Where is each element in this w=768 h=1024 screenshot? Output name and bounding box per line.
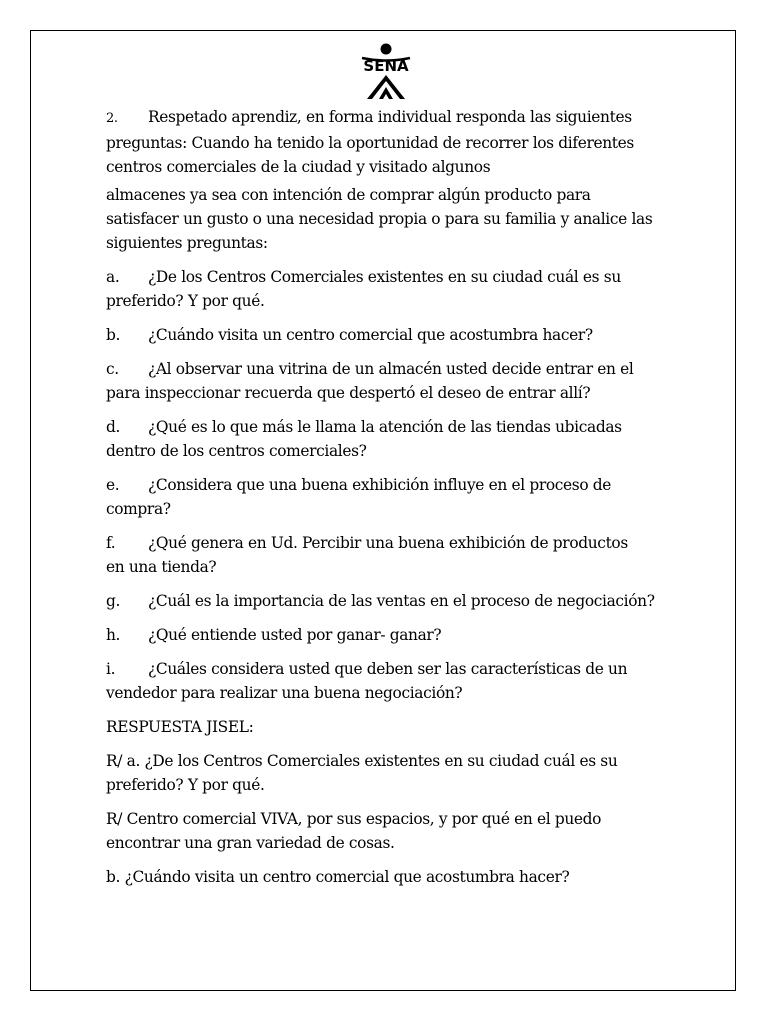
question-text-line-2: para inspeccionar recuerda que despertó el deseo de entrar allí? (106, 384, 591, 402)
question-number: 2. (106, 111, 118, 126)
question-item (106, 265, 676, 313)
question-text-line-2: en una tienda? (106, 558, 217, 576)
question-item (106, 473, 676, 521)
question-label: f. (106, 534, 116, 552)
question-text-line-1: ¿De los Centros Comerciales existentes en su ciudad cuál es su (148, 268, 621, 286)
intro-line-1: Respetado aprendiz, en forma individual responda las siguientes (148, 108, 632, 126)
question-text-line-1: ¿Qué genera en Ud. Percibir una buena exhibición de productos (148, 534, 628, 552)
question-item (106, 415, 676, 463)
question-text-line-1: ¿Considera que una buena exhibición influye en el proceso de (148, 476, 612, 494)
question-text-line-2: vendedor para realizar una buena negociación? (106, 684, 463, 702)
question-text-line-2: compra? (106, 500, 171, 518)
document-page (30, 30, 736, 991)
question-text-line-1: ¿Al observar una vitrina de un almacén usted decide entrar en el (148, 360, 634, 378)
question-label: h. (106, 626, 121, 644)
question-item (106, 357, 676, 405)
document-body (106, 105, 676, 899)
intro-paragraph-2 (106, 183, 676, 255)
intro-line-2: preguntas: Cuando ha tenido la oportunidad de recorrer los diferentes (106, 134, 634, 152)
question-item (106, 531, 676, 579)
svg-text:SENA: SENA (363, 57, 409, 75)
answer-2-line-1: R/ Centro comercial VIVA, por sus espacios, y por qué en el puedo (106, 810, 602, 828)
question-text-line-2: dentro de los centros comerciales? (106, 442, 367, 460)
answer-3-line-1: b. ¿Cuándo visita un centro comercial que acostumbra hacer? (106, 868, 570, 886)
question-text-line-1: ¿Qué entiende usted por ganar- ganar? (148, 626, 442, 644)
question-text-line-1: ¿Cuáles considera usted que deben ser las características de un (148, 660, 628, 678)
answer-2-line-2: encontrar una gran variedad de cosas. (106, 834, 395, 852)
question-text-line-1: ¿Cuál es la importancia de las ventas en el proceso de negociación? (148, 592, 655, 610)
question-label: b. (106, 326, 121, 344)
question-text-line-1: ¿Qué es lo que más le llama la atención de las tiendas ubicadas (148, 418, 622, 436)
intro-p2-line-3: siguientes preguntas: (106, 234, 268, 252)
intro-p2-line-2: satisfacer un gusto o una necesidad propia o para su familia y analice las (106, 210, 653, 228)
intro-paragraph (106, 105, 676, 179)
question-item (106, 623, 676, 647)
question-list (106, 265, 676, 705)
answer-heading: RESPUESTA JISEL: (106, 718, 254, 736)
answer-1-line-1: R/ a. ¿De los Centros Comerciales existentes en su ciudad cuál es su (106, 752, 618, 770)
intro-line-3: centros comerciales de la ciudad y visitado algunos (106, 158, 491, 176)
sena-logo (356, 43, 416, 103)
answer-1-line-2: preferido? Y por qué. (106, 776, 265, 794)
question-item (106, 589, 676, 613)
question-label: d. (106, 418, 121, 436)
question-label: g. (106, 592, 121, 610)
question-text-line-1: ¿Cuándo visita un centro comercial que acostumbra hacer? (148, 326, 593, 344)
answer-paragraph-2 (106, 807, 676, 855)
answer-paragraph-1 (106, 749, 676, 797)
question-label: i. (106, 660, 116, 678)
question-item (106, 657, 676, 705)
intro-p2-line-1: almacenes ya sea con intención de comprar algún producto para (106, 186, 591, 204)
question-text-line-2: preferido? Y por qué. (106, 292, 265, 310)
answer-paragraph-3 (106, 865, 676, 889)
question-item (106, 323, 676, 347)
question-label: c. (106, 360, 119, 378)
question-label: a. (106, 268, 120, 286)
question-label: e. (106, 476, 120, 494)
